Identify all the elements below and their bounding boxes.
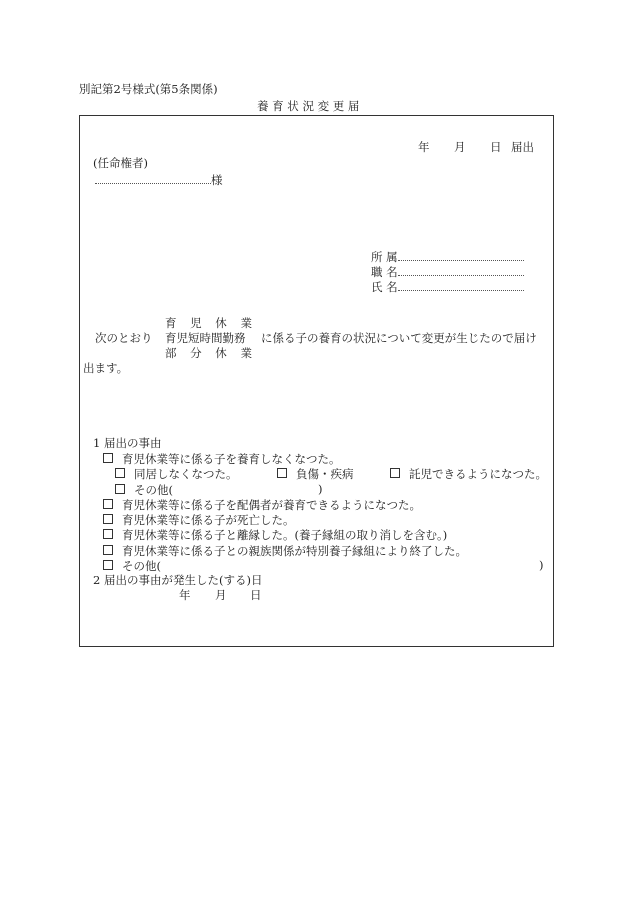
checkbox[interactable] — [103, 560, 113, 570]
appointer-label: (任命権者) — [93, 156, 148, 170]
statement-suffix: に係る子の養育の状況について変更が生じたので届け — [261, 331, 537, 345]
checkbox[interactable] — [103, 529, 113, 539]
checkbox[interactable] — [103, 545, 113, 555]
reason-sub-other[interactable]: その他( — [115, 484, 173, 497]
reason-not-living-together[interactable]: 同居しなくなつた。 — [115, 468, 238, 481]
reason-sub-other-close: ) — [318, 482, 323, 496]
reason-other-close: ) — [539, 558, 544, 572]
reason-spouse-can-raise[interactable]: 育児休業等に係る子を配偶者が養育できるようになつた。 — [103, 499, 421, 512]
section1-heading: 1 届出の事由 — [93, 436, 162, 450]
name-label: 氏 名 — [371, 280, 398, 294]
position-row[interactable] — [371, 265, 524, 279]
name-row[interactable] — [371, 280, 524, 294]
reason-not-raising[interactable]: 育児休業等に係る子を養育しなくなつた。 — [103, 453, 341, 466]
affiliation-label: 所 属 — [371, 250, 398, 264]
statement-continuation: 出ます。 — [83, 361, 129, 375]
checkbox[interactable] — [115, 468, 125, 478]
checkbox[interactable] — [103, 499, 113, 509]
occurrence-month-label: 月 — [215, 588, 227, 602]
reason-special-adoption[interactable]: 育児休業等に係る子との親族関係が特別養子縁組により終了した。 — [103, 545, 467, 558]
form-title: 養 育 状 況 変 更 届 — [257, 99, 360, 113]
statement-prefix: 次のとおり — [95, 331, 153, 345]
occurrence-year-label: 年 — [179, 588, 191, 602]
reason-childcare-available[interactable]: 託児できるようになつた。 — [390, 468, 547, 481]
submit-month-label: 月 — [454, 140, 466, 154]
statement-option-short-hours: 育児短時間勤務 — [165, 331, 246, 345]
reason-other[interactable]: その他( — [103, 560, 161, 573]
section2-heading: 2 届出の事由が発生した(する)日 — [93, 573, 263, 587]
reason-child-died[interactable]: 育児休業等に係る子が死亡した。 — [103, 514, 295, 527]
checkbox[interactable] — [390, 468, 400, 478]
reason-injury-illness[interactable]: 負傷・疾病 — [277, 468, 354, 481]
occurrence-day-label: 日 — [250, 588, 262, 602]
position-label: 職 名 — [371, 265, 398, 279]
submit-day-label: 日 — [490, 140, 502, 154]
statement-option-partial-leave: 部 分 休 業 — [165, 346, 257, 360]
honorific-label: 様 — [211, 173, 223, 187]
checkbox[interactable] — [103, 453, 113, 463]
submit-year-label: 年 — [418, 140, 430, 154]
checkbox[interactable] — [103, 514, 113, 524]
submit-label: 届出 — [511, 140, 534, 154]
appointer-field[interactable] — [95, 173, 223, 187]
statement-option-childcare-leave: 育 児 休 業 — [165, 316, 257, 330]
checkbox[interactable] — [115, 484, 125, 494]
reason-dissolved-adoption[interactable]: 育児休業等に係る子と離縁した。(養子縁組の取り消しを含む。) — [103, 529, 447, 542]
affiliation-row[interactable] — [371, 250, 524, 264]
form-reference: 別記第2号様式(第5条関係) — [79, 82, 218, 96]
checkbox[interactable] — [277, 468, 287, 478]
